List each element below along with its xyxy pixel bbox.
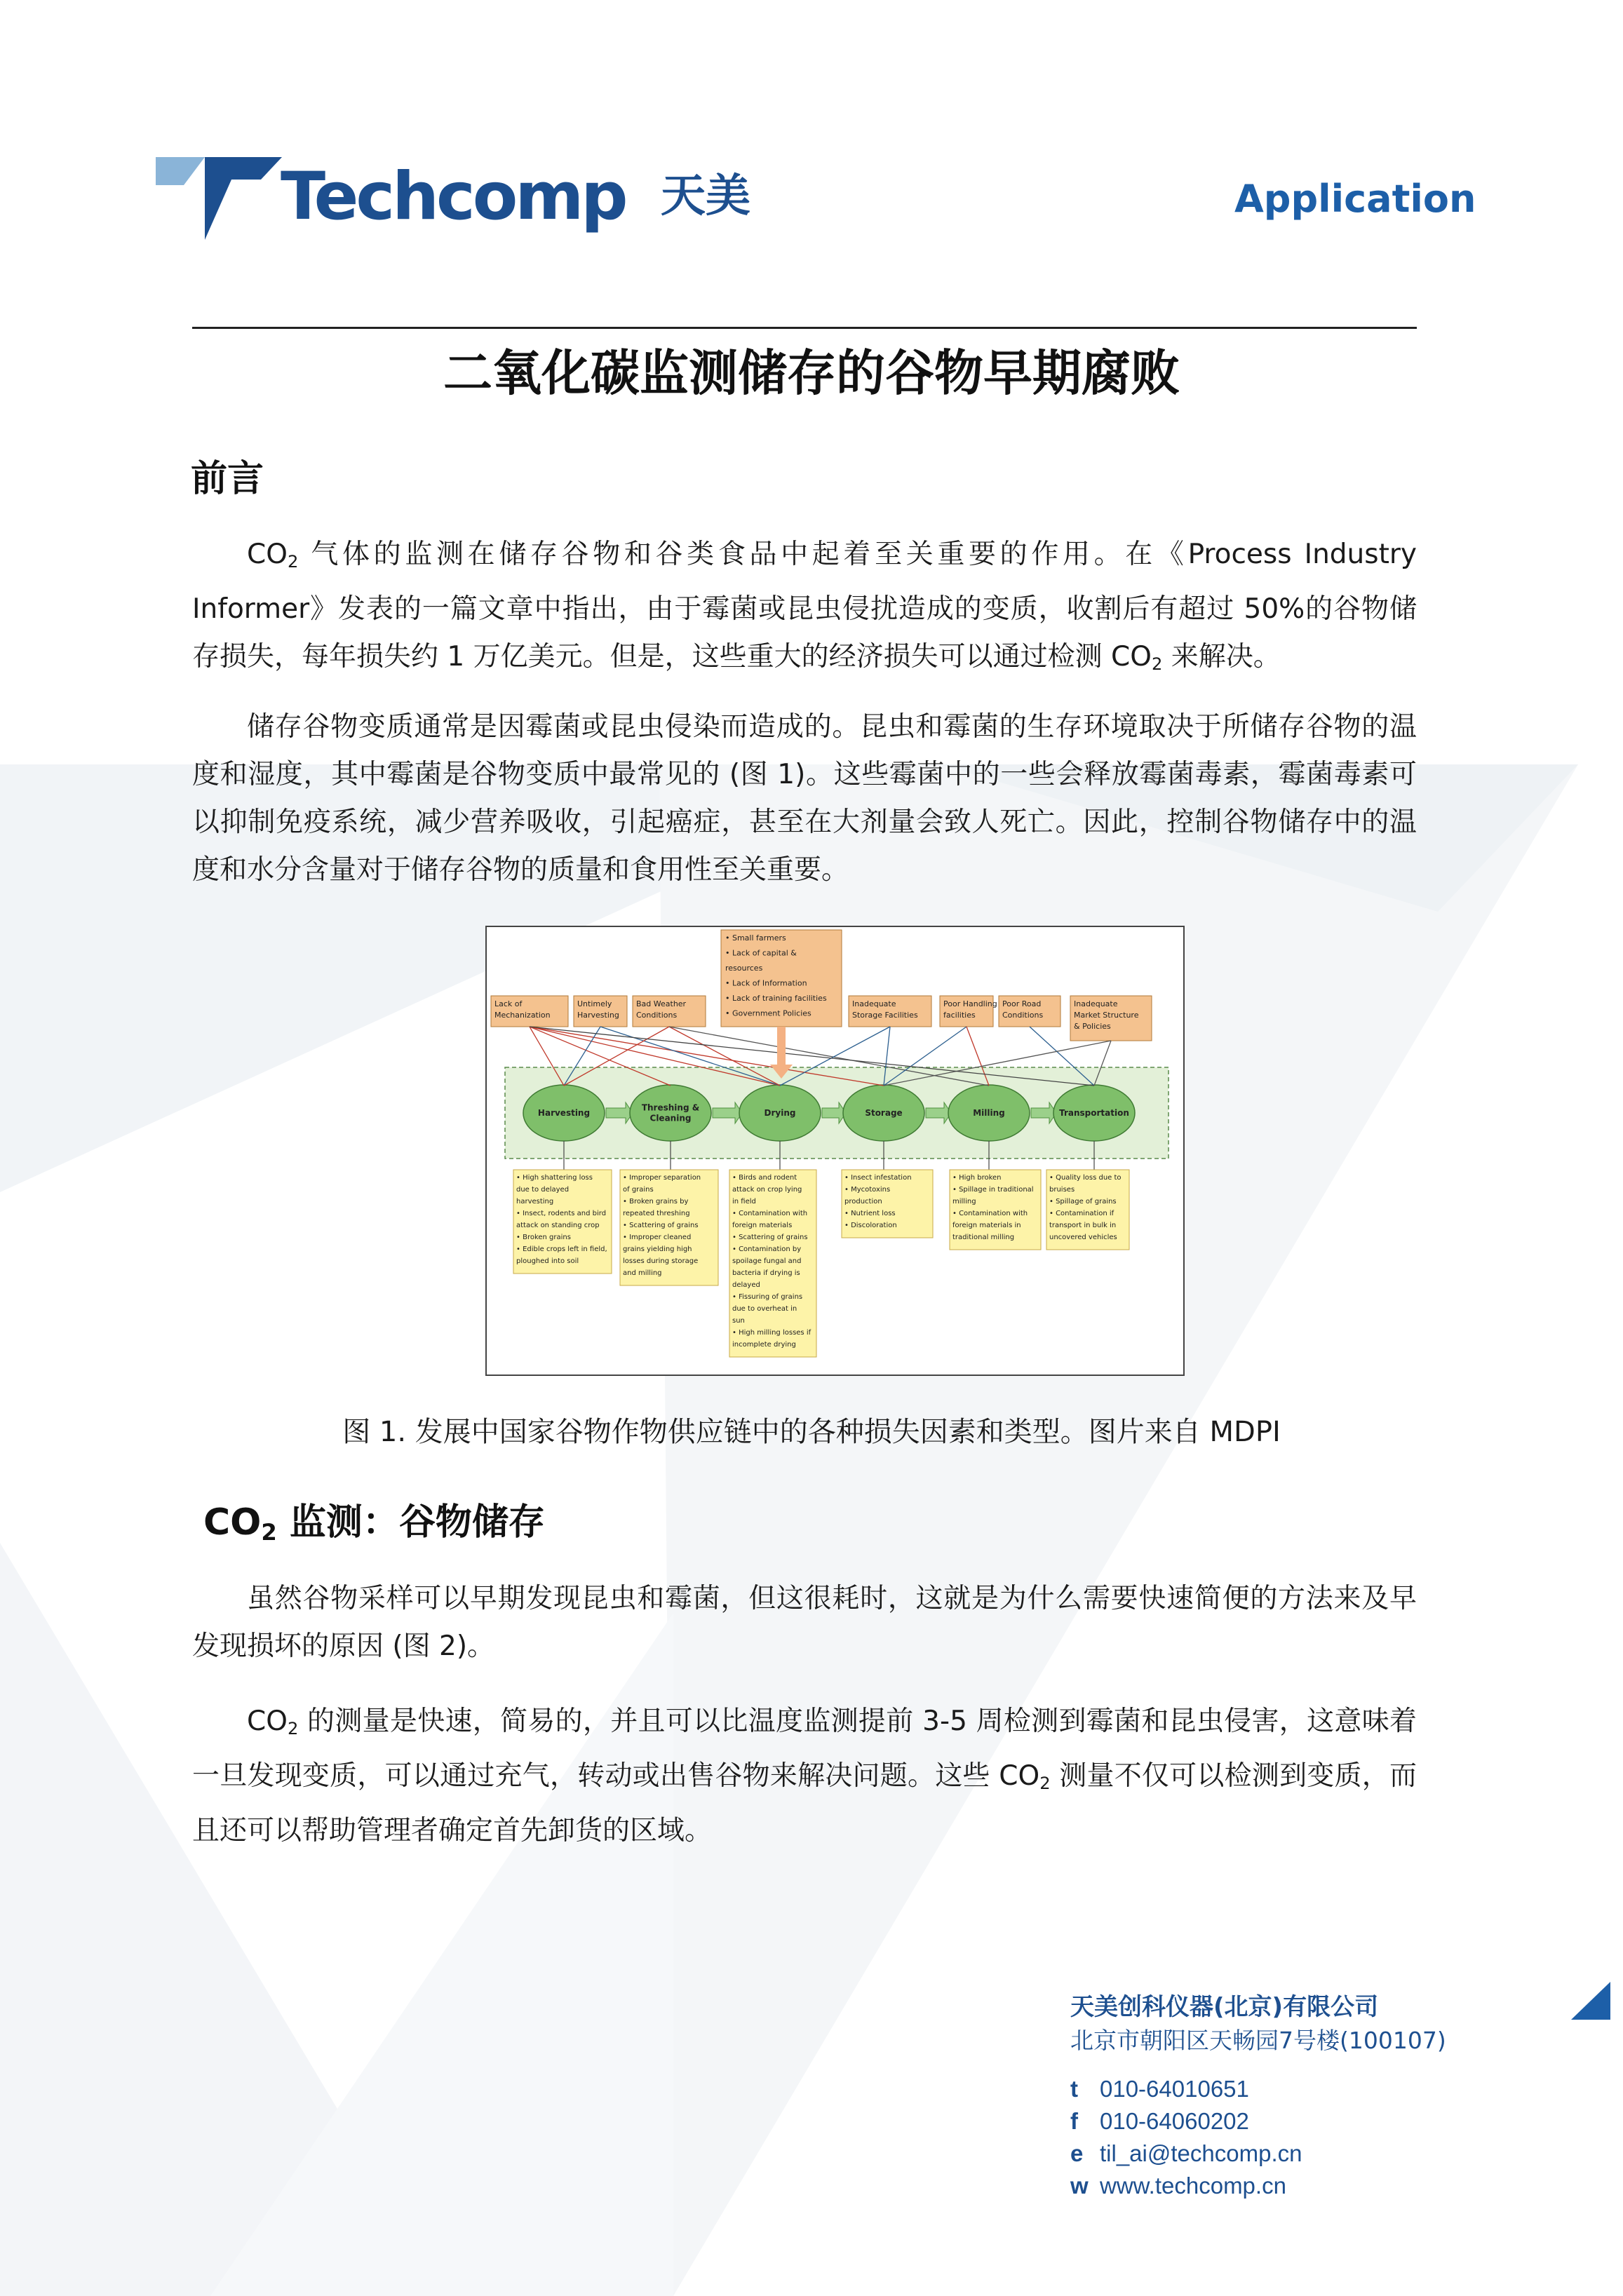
- top-box-line: resources: [725, 964, 763, 973]
- heading-co2-monitoring: [203, 1492, 545, 1546]
- paragraph-intro: [192, 531, 1417, 688]
- corner-triangle-icon: [1568, 1982, 1610, 2024]
- text-run: 来解决。: [1162, 641, 1281, 673]
- paragraph-co2-measurement: [192, 1698, 1417, 1855]
- text-run: 气体的监测在储存谷物和谷类食品中起着至关重要的作用。在《Process Industry Informer》发表的一篇文章中指出，由于霉菌或昆虫侵扰造成的变质，收割后有超过 50%的谷物储存损失，每年损失约 1 万亿美元。但是，这些重大的经济损失可以通过检测 CO: [192, 539, 1417, 673]
- loss-text: foreign materials in: [952, 1222, 1021, 1229]
- email-link[interactable]: til_ai@techcomp.cn: [1100, 2140, 1302, 2166]
- loss-text: attack on standing crop: [516, 1222, 600, 1229]
- loss-text: • High milling losses if: [732, 1329, 812, 1337]
- heading-text: CO: [203, 1501, 262, 1544]
- supply-chain-diagram: [487, 927, 1183, 1375]
- top-box-line: • Lack of Information: [725, 978, 807, 988]
- fax: [1070, 2105, 1519, 2138]
- factor-label: Conditions: [1002, 1011, 1044, 1020]
- loss-text: • Quality loss due to: [1049, 1174, 1122, 1182]
- supply-chain-figure: [485, 926, 1185, 1376]
- factor-label: Untimely: [577, 999, 612, 1008]
- loss-text: • Contamination with: [952, 1210, 1028, 1217]
- factor-label: Mechanization: [494, 1011, 551, 1020]
- loss-text: spoilage fungal and: [732, 1257, 802, 1265]
- loss-text: due to overheat in: [732, 1305, 797, 1313]
- loss-text: grains yielding high: [623, 1245, 692, 1253]
- loss-text: • Broken grains by: [623, 1198, 689, 1206]
- factor-label: & Policies: [1074, 1022, 1111, 1031]
- loss-text: bacteria if drying is: [732, 1269, 800, 1277]
- website[interactable]: [1070, 2170, 1519, 2202]
- paragraph-spoilage: 储存谷物变质通常是因霉菌或昆虫侵染而造成的。昆虫和霉菌的生存环境取决于所储存谷物的温度和湿度，其中霉菌是谷物变质中最常见的 (图 1)。这些霉菌中的一些会释放霉菌毒素，霉菌毒素可以抑制免疫系统，减少营养吸收，引起癌症，甚至在大剂量会致人死亡。因此，控制谷物储存中的温度和水分含量对于储存谷物的质量和食用性至关重要。: [192, 711, 1417, 886]
- subscript: 2: [1039, 1774, 1051, 1794]
- factor-label: facilities: [943, 1011, 976, 1020]
- document-title: 二氧化碳监测储存的谷物早期腐败: [443, 344, 1180, 402]
- factor-label: Inadequate: [1074, 999, 1118, 1008]
- loss-text: • Mycotoxins: [844, 1186, 891, 1194]
- loss-text: production: [844, 1198, 882, 1206]
- loss-text: • Insect infestation: [844, 1174, 912, 1182]
- top-box-line: • Small farmers: [725, 933, 786, 943]
- loss-text: • High shattering loss: [516, 1174, 593, 1182]
- stage-label: Threshing &: [641, 1102, 700, 1113]
- loss-text: • Nutrient loss: [844, 1210, 896, 1217]
- paragraph-sampling: 虽然谷物采样可以早期发现昆虫和霉菌，但这很耗时，这就是为什么需要快速简便的方法来及早发现损坏的原因 (图 2)。: [192, 1583, 1417, 1662]
- loss-text: • Birds and rodent: [732, 1174, 797, 1182]
- loss-text: uncovered vehicles: [1049, 1234, 1117, 1241]
- loss-text: delayed: [732, 1281, 760, 1289]
- loss-text: • Spillage of grains: [1049, 1198, 1117, 1206]
- loss-text: • Contamination with: [732, 1210, 808, 1217]
- fax-value: 010-64060202: [1100, 2108, 1249, 2134]
- stage-label: Harvesting: [537, 1108, 591, 1118]
- loss-text: • Improper separation: [623, 1174, 701, 1182]
- fax-label: f: [1070, 2108, 1078, 2134]
- loss-text: • Scattering of grains: [623, 1222, 699, 1229]
- company-name: 天美创科仪器(北京)有限公司: [1070, 1993, 1379, 2021]
- loss-text: milling: [952, 1198, 976, 1206]
- loss-text: incomplete drying: [732, 1341, 796, 1349]
- stage-label: Cleaning: [649, 1113, 692, 1123]
- loss-text: of grains: [623, 1186, 654, 1194]
- text-run: CO: [247, 1706, 288, 1737]
- loss-text: repeated threshing: [623, 1210, 690, 1217]
- loss-text: • Scattering of grains: [732, 1234, 808, 1241]
- loss-text: losses during storage: [623, 1257, 699, 1265]
- phone-value: 010-64010651: [1100, 2076, 1249, 2102]
- factor-label: Lack of: [494, 999, 523, 1008]
- stage-label: Transportation: [1059, 1108, 1129, 1118]
- loss-text: • Fissuring of grains: [732, 1293, 803, 1301]
- factor-label: Harvesting: [577, 1011, 619, 1020]
- phone-label: t: [1070, 2076, 1078, 2102]
- loss-text: • Contamination if: [1049, 1210, 1114, 1217]
- stage-label: Storage: [865, 1108, 903, 1118]
- factor-label: Inadequate: [852, 999, 896, 1008]
- loss-text: foreign materials: [732, 1222, 793, 1229]
- factor-label: Poor Handling: [943, 999, 997, 1008]
- loss-text: harvesting: [516, 1198, 554, 1206]
- logo-wordmark: Techcomp: [281, 158, 626, 235]
- loss-text: due to delayed: [516, 1186, 570, 1194]
- email-label: e: [1070, 2140, 1084, 2166]
- subscript: 2: [287, 552, 299, 572]
- factor-label: Conditions: [636, 1011, 678, 1020]
- loss-text: transport in bulk in: [1049, 1222, 1117, 1229]
- loss-text: • High broken: [952, 1174, 1002, 1182]
- subscript: 2: [287, 1719, 299, 1739]
- loss-text: • Edible crops left in field,: [516, 1245, 607, 1253]
- subscript: 2: [1151, 654, 1163, 675]
- stage-label: Drying: [764, 1108, 796, 1118]
- header-divider: [192, 327, 1417, 329]
- text-run: 测量不仅可以检测到变质，而且还可以帮助管理者确定首先卸货的区域。: [192, 1760, 1417, 1847]
- top-box-line: • Lack of training facilities: [725, 994, 827, 1003]
- top-box-line: • Government Policies: [725, 1008, 812, 1018]
- stage-label: Milling: [973, 1108, 1005, 1118]
- logo-mark-icon: [156, 150, 289, 241]
- factor-label: Market Structure: [1074, 1011, 1139, 1020]
- footer-contact: [1070, 1990, 1519, 2202]
- factor-label: Bad Weather: [636, 999, 687, 1008]
- factor-label: Poor Road: [1002, 999, 1042, 1008]
- website-label: w: [1070, 2173, 1089, 2199]
- top-box-line: • Lack of capital &: [725, 948, 797, 958]
- factor-label: Storage Facilities: [852, 1011, 918, 1020]
- loss-text: and milling: [623, 1269, 662, 1277]
- loss-text: • Discoloration: [844, 1222, 897, 1229]
- heading-text: 监测：谷物储存: [276, 1501, 545, 1544]
- loss-text: bruises: [1049, 1186, 1075, 1194]
- loss-text: • Broken grains: [516, 1234, 571, 1241]
- loss-text: traditional milling: [952, 1234, 1015, 1241]
- text-run: CO: [247, 539, 288, 570]
- top-box-arrow: [777, 1027, 786, 1066]
- text-run: 的测量是快速，简易的，并且可以比温度监测提前 3-5 周检测到霉菌和昆虫侵害，这意味着一旦发现变质，可以通过充气，转动或出售谷物来解决问题。这些 CO: [192, 1706, 1417, 1792]
- website-link[interactable]: www.techcomp.cn: [1100, 2173, 1286, 2199]
- heading-foreword: 前言: [191, 458, 264, 500]
- phone: [1070, 2073, 1519, 2105]
- loss-text: • Insect, rodents and bird: [516, 1210, 607, 1217]
- subscript: 2: [261, 1519, 277, 1546]
- loss-text: sun: [732, 1317, 745, 1325]
- loss-text: ploughed into soil: [516, 1257, 579, 1265]
- loss-text: • Spillage in traditional: [952, 1186, 1034, 1194]
- loss-text: attack on crop lying: [732, 1186, 802, 1194]
- logo-chinese-name: 天美: [661, 170, 750, 222]
- techcomp-logo: [156, 150, 787, 241]
- company-address: 北京市朝阳区天畅园7号楼(100107): [1070, 2027, 1446, 2054]
- section-label: Application: [1234, 177, 1476, 221]
- loss-text: • Improper cleaned: [623, 1234, 692, 1241]
- figure-caption: 图 1. 发展中国家谷物作物供应链中的各种损失因素和类型。图片来自 MDPI: [342, 1416, 1281, 1448]
- loss-text: in field: [732, 1198, 756, 1206]
- email[interactable]: [1070, 2138, 1519, 2170]
- loss-text: • Contamination by: [732, 1245, 802, 1253]
